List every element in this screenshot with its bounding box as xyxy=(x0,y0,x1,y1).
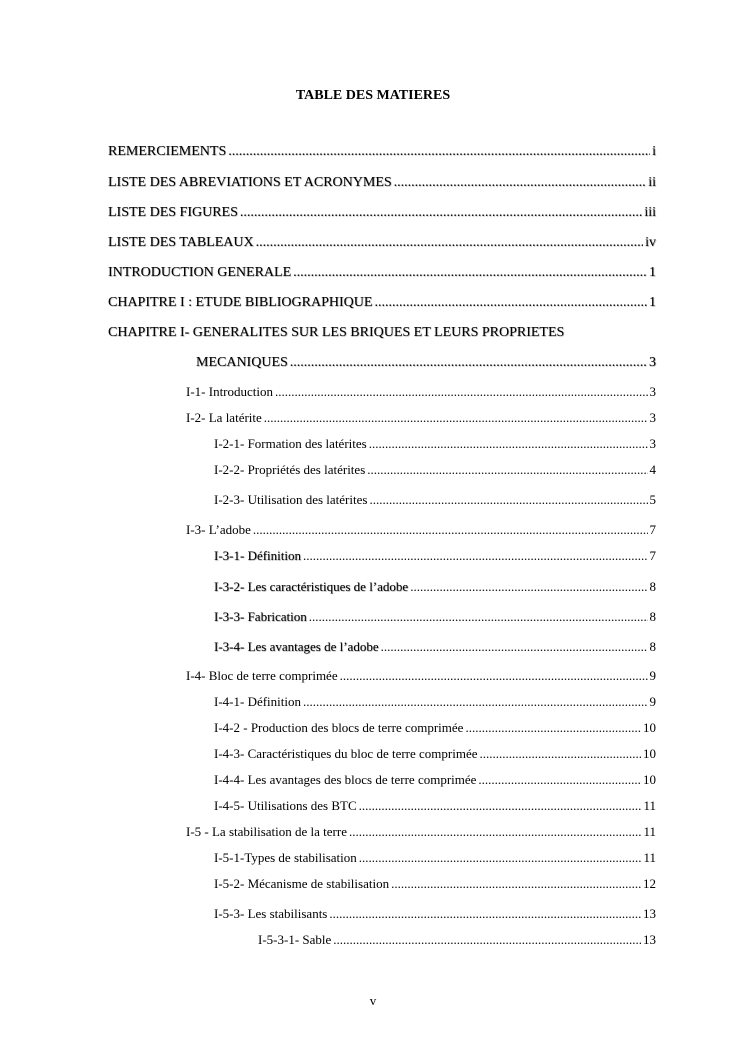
toc-entry[interactable] xyxy=(214,461,656,479)
dot-leader xyxy=(264,409,648,427)
dot-leader xyxy=(410,578,647,596)
toc-entry[interactable] xyxy=(186,823,656,841)
toc-entry[interactable] xyxy=(196,354,656,372)
toc-entry-label: I-5-3- Les stabilisants xyxy=(214,906,328,921)
toc-entry-page: 1 xyxy=(649,265,656,280)
toc-entry-page: 5 xyxy=(649,492,656,507)
toc-entry-label: CHAPITRE I : ETUDE BIBLIOGRAPHIQUE xyxy=(108,295,373,310)
toc-entry-label: I-4-4- Les avantages des blocs de terre comprimée xyxy=(214,772,477,787)
dot-leader xyxy=(333,931,641,949)
dot-leader xyxy=(478,771,641,789)
toc-entry-page: 7 xyxy=(649,548,656,563)
toc-entry-page: 8 xyxy=(649,639,656,654)
dot-leader xyxy=(359,797,642,815)
dot-leader xyxy=(256,234,643,252)
toc-entry-label: CHAPITRE I- GENERALITES SUR LES BRIQUES ET LEURS PROPRIETES xyxy=(108,325,565,340)
dot-leader xyxy=(293,264,647,282)
dot-leader xyxy=(303,547,647,565)
dot-leader xyxy=(275,383,647,401)
toc-entry[interactable] xyxy=(108,324,564,342)
toc-entry-label: I-2- La latérite xyxy=(186,410,262,425)
toc-entry[interactable] xyxy=(214,608,656,626)
toc-entry-page: iv xyxy=(645,235,656,250)
dot-leader xyxy=(367,461,647,479)
toc-entry[interactable] xyxy=(108,174,656,192)
toc-entry[interactable] xyxy=(108,264,656,282)
toc-entry-page: 10 xyxy=(643,772,656,787)
dot-leader xyxy=(374,294,647,312)
toc-entry-label: I-5-3-1- Sable xyxy=(258,932,332,947)
dot-leader xyxy=(303,693,647,711)
toc-entry[interactable] xyxy=(214,693,656,711)
toc-entry-page: 7 xyxy=(649,522,656,537)
toc-entry-page: 3 xyxy=(649,410,656,425)
dot-leader xyxy=(309,608,648,626)
dot-leader xyxy=(369,491,647,509)
toc-entry[interactable] xyxy=(214,435,656,453)
toc-entry-page: 10 xyxy=(643,746,656,761)
toc-entry-page: 3 xyxy=(649,436,656,451)
dot-leader xyxy=(240,204,642,222)
toc-entry[interactable] xyxy=(214,875,656,893)
toc-entry-label: LISTE DES FIGURES xyxy=(108,205,238,220)
toc-entry-page: 10 xyxy=(643,720,656,735)
toc-entry-label: REMERCIEMENTS xyxy=(108,144,227,159)
toc-entry[interactable] xyxy=(214,719,656,737)
dot-leader xyxy=(340,667,648,685)
toc-entry-label: I-1- Introduction xyxy=(186,384,274,399)
toc-entry[interactable] xyxy=(108,234,656,252)
dot-leader xyxy=(329,905,641,923)
dot-leader xyxy=(290,354,647,372)
toc-entry-label: I-4-3- Caractéristiques du bloc de terre comprimée xyxy=(214,746,478,761)
toc-entry[interactable] xyxy=(186,409,656,427)
toc-entry-page: 11 xyxy=(643,798,656,813)
toc-entry-label: I-2-1- Formation des latérites xyxy=(214,436,367,451)
toc-entry-page: ii xyxy=(648,175,656,190)
dot-leader xyxy=(381,638,648,656)
toc-entry[interactable] xyxy=(214,547,656,565)
toc-entry-page: 1 xyxy=(649,295,656,310)
toc-entry-page: 8 xyxy=(649,609,656,624)
dot-leader xyxy=(480,745,642,763)
toc-entry-page: 4 xyxy=(649,462,656,477)
toc-entry[interactable] xyxy=(214,905,656,923)
dot-leader xyxy=(253,521,648,539)
toc-entry-label: I-3-4- Les avantages de l’adobe xyxy=(214,639,379,654)
dot-leader xyxy=(228,143,650,161)
toc-entry-label: I-4-1- Définition xyxy=(214,694,302,709)
toc-entry[interactable] xyxy=(258,931,656,949)
toc-entry[interactable] xyxy=(214,638,656,656)
dot-leader xyxy=(369,435,648,453)
toc-entry-label: I-3-1- Définition xyxy=(214,548,302,563)
toc-entry-page: 12 xyxy=(643,876,656,891)
toc-entry-label: I-5-2- Mécanisme de stabilisation xyxy=(214,876,390,891)
toc-entry-label: I-2-3- Utilisation des latérites xyxy=(214,492,368,507)
toc-entry[interactable] xyxy=(214,797,656,815)
toc-entry-page: 3 xyxy=(649,384,656,399)
toc-entry-page: 13 xyxy=(643,906,656,921)
toc-entry[interactable] xyxy=(108,294,656,312)
toc-entry-label: MECANIQUES xyxy=(196,355,288,370)
toc-entry-label: I-4- Bloc de terre comprimée xyxy=(186,668,338,683)
toc-entry-label: I-4-2 - Production des blocs de terre comprimée xyxy=(214,720,464,735)
page-number: v xyxy=(369,993,377,1008)
dot-leader xyxy=(349,823,641,841)
toc-entry-label: I-3-2- Les caractéristiques de l’adobe xyxy=(214,579,409,594)
toc-entry-label: I-5-1-Types de stabilisation xyxy=(214,850,357,865)
toc-entry-label: INTRODUCTION GENERALE xyxy=(108,265,292,280)
toc-entry-page: 8 xyxy=(649,579,656,594)
dot-leader xyxy=(465,719,641,737)
toc-entry-page: 9 xyxy=(649,694,656,709)
toc-entry-label: LISTE DES TABLEAUX xyxy=(108,235,254,250)
toc-entry[interactable] xyxy=(186,667,656,685)
toc-entry[interactable] xyxy=(108,143,656,161)
toc-entry[interactable] xyxy=(214,849,656,867)
page-title: TABLE DES MATIERES xyxy=(295,88,451,103)
toc-entry-label: LISTE DES ABREVIATIONS ET ACRONYMES xyxy=(108,175,392,190)
toc-entry[interactable] xyxy=(214,578,656,596)
dot-leader xyxy=(394,174,647,192)
toc-entry-page: iii xyxy=(644,205,656,220)
toc-entry[interactable] xyxy=(108,204,656,222)
toc-entry-label: I-4-5- Utilisations des BTC xyxy=(214,798,357,813)
toc-entry-page: 11 xyxy=(643,824,656,839)
dot-leader xyxy=(359,849,642,867)
toc-entry[interactable] xyxy=(186,521,656,539)
toc-entry[interactable] xyxy=(214,491,656,509)
toc-entry-label: I-5 - La stabilisation de la terre xyxy=(186,824,347,839)
toc-entry-label: I-3- L’adobe xyxy=(186,522,251,537)
toc-entry-page: 11 xyxy=(643,850,656,865)
toc-entry-page: 9 xyxy=(649,668,656,683)
toc-entry-label: I-2-2- Propriétés des latérites xyxy=(214,462,366,477)
toc-entry[interactable] xyxy=(186,383,656,401)
toc-entry-page: 13 xyxy=(643,932,656,947)
toc-entry-page: 3 xyxy=(649,355,656,370)
toc-entry-label: I-3-3- Fabrication xyxy=(214,609,307,624)
toc-entry[interactable] xyxy=(214,771,656,789)
toc-entry[interactable] xyxy=(214,745,656,763)
dot-leader xyxy=(391,875,641,893)
toc-entry-page: i xyxy=(652,144,656,159)
